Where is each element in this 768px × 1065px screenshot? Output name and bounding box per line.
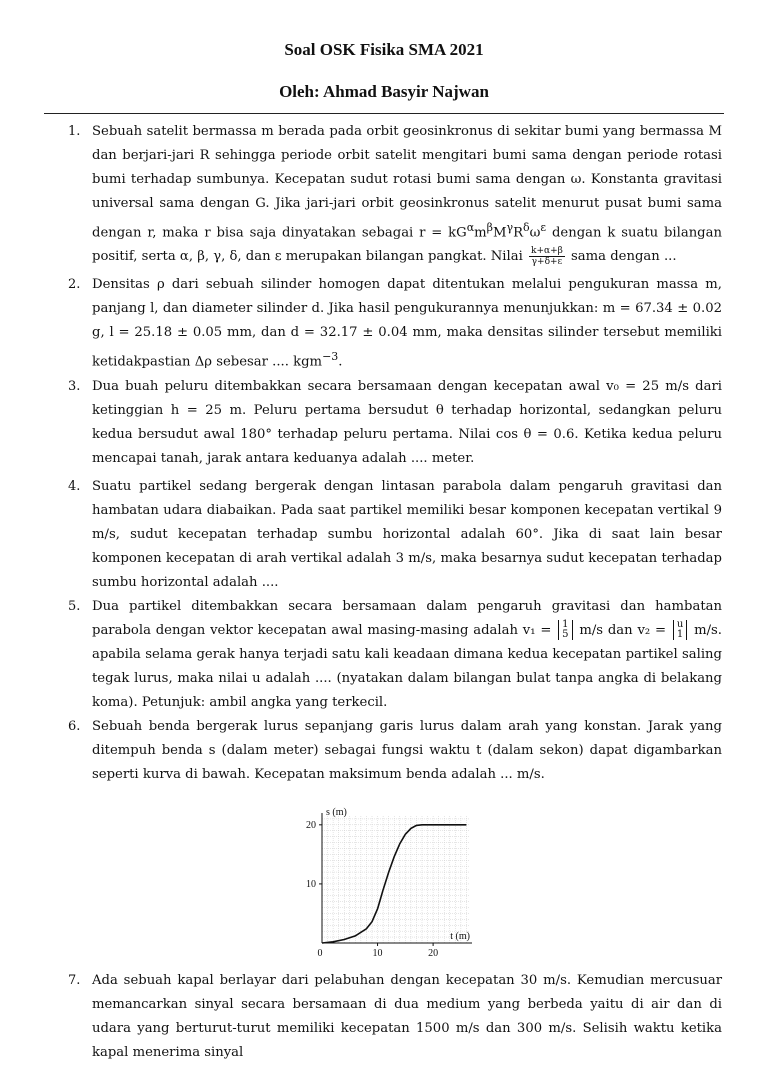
distance-time-graph: [292, 793, 492, 963]
question-text-part: sama dengan ...: [566, 249, 677, 265]
exponent: α: [466, 221, 475, 234]
exponent: δ: [523, 221, 530, 234]
question-text-part: m: [474, 225, 487, 241]
question-number: 7.: [68, 972, 81, 988]
question-text: Ada sebuah kapal berlayar dari pelabuhan dengan kecepatan 30 m/s. Kemudian mercusuar memancarkan sinyal secara bersamaan di dua medium yang berbeda yaitu di air dan di udara yang berturut-turut memiliki kecepatan 1500 m/s dan 300 m/s. Selisih waktu ketika kapal menerima sinyal: [92, 972, 722, 1060]
question-text-part: m/s. apabila selama gerak hanya terjadi satu kali keadaan dimana kedua kecepatan partikel saling tegak lurus, maka nilai u adalah .... (nyatakan dalam bilangan bulat tanpa angka di belakang koma). Petunjuk: ambil angka yang terkecil.: [92, 622, 723, 710]
question-text-part: Densitas ρ dari sebuah silinder homogen dapat ditentukan melalui pengukuran massa m, panjang l, dan diameter silinder d. Jika hasil pengukurannya menunjukkan: m = 67.34 ± 0.02 g, l = 25.18 ± 0.05 mm, dan d = 32.17 ± 0.04 mm, maka densitas silinder tersebut memiliki ketidakpastian Δρ sebesar .... kgm: [92, 277, 722, 370]
question-5: [68, 595, 723, 715]
exponent: −3: [322, 350, 339, 364]
author-line: Oleh: Ahmad Basyir Najwan: [279, 82, 489, 101]
question-text: Sebuah benda bergerak lurus sepanjang garis lurus dalam arah yang konstan. Jarak yang ditempuh benda s (dalam meter) sebagai fungsi waktu t (dalam sekon) dapat digambarkan seperti kurva di bawah. Kecepatan maksimum benda adalah ... m/s.: [92, 718, 722, 782]
vector-top: 1: [562, 619, 569, 631]
question-text-part: ω: [529, 225, 541, 241]
vector-v2: [673, 620, 687, 640]
fraction: [529, 246, 565, 267]
vector-bottom: 1: [676, 629, 684, 641]
x-tick-label: 20: [428, 947, 439, 959]
question-number: 6.: [68, 718, 81, 734]
question-number: 2.: [68, 277, 81, 293]
question-text-part: .: [338, 354, 343, 370]
question-text-part: Sebuah satelit bermassa m berada pada orbit geosinkronus di sekitar bumi yang bermassa M dan berjari-jari R sehingga periode orbit satelit mengitari bumi sama dengan periode rotasi bumi terhadap sumbunya. Kecepatan sudut rotasi bumi sama dengan ω. Konstanta gravitasi universal sama dengan G. Jika jari-jari orbit geosinkronus satelit menurut pusat bumi sama dengan r, maka r bisa saja dinyatakan sebagai r = kG: [92, 124, 722, 241]
question-text-part: R: [513, 225, 524, 241]
question-2: [68, 273, 722, 374]
question-text: [92, 273, 722, 374]
question-text: [92, 595, 722, 715]
question-text-part: m/s dan v₂ =: [574, 622, 671, 638]
y-axis-label: s (m): [326, 806, 347, 818]
question-text: [92, 120, 722, 269]
question-6: [68, 715, 722, 963]
exponent: β: [486, 221, 493, 234]
x-tick-label: 10: [372, 947, 383, 959]
question-3: [68, 375, 722, 471]
question-1: [68, 120, 722, 269]
exponent: ε: [540, 221, 547, 234]
fraction-denominator: γ+δ+ε: [531, 257, 563, 268]
page-title: Soal OSK Fisika SMA 2021: [284, 40, 484, 59]
exponent: γ: [506, 221, 514, 234]
question-list: [0, 120, 768, 1065]
x-axis-label: t (m): [450, 930, 470, 942]
question-text: Dua buah peluru ditembakkan secara bersamaan dengan kecepatan awal v₀ = 25 m/s dari ketinggian h = 25 m. Peluru pertama bersudut θ terhadap horizontal, sedangkan peluru kedua bersudut awal 180° terhadap peluru pertama. Nilai cos θ = 0.6. Ketika kedua peluru mencapai tanah, jarak antara keduanya adalah .... meter.: [92, 378, 722, 466]
question-number: 5.: [68, 598, 81, 614]
question-number: 3.: [68, 378, 81, 394]
vector-v1: [558, 620, 572, 640]
question-4: [68, 475, 722, 595]
header-divider: [44, 113, 724, 114]
question-number: 4.: [68, 478, 81, 494]
question-text-part: Dua partikel ditembakkan secara bersamaan dalam pengaruh gravitasi dan hambatan parabola dengan vektor kecepatan awal masing-masing adalah v₁ =: [92, 598, 722, 638]
vector-bottom: 5: [562, 629, 569, 641]
question-number: 1.: [68, 124, 81, 139]
question-7: [68, 969, 722, 1065]
y-tick-label: 10: [306, 878, 316, 890]
question-text-part: M: [493, 225, 507, 241]
fraction-numerator: k+α+β: [531, 246, 563, 257]
y-tick-label: 20: [306, 819, 316, 831]
vector-top: u: [676, 619, 684, 631]
x-tick-label: 0: [317, 947, 323, 959]
question-text-part: dengan k suatu bilangan positif, serta α, β, γ, δ, dan ε merupakan bilangan pangkat. Nilai: [92, 225, 722, 265]
question-text: Suatu partikel sedang bergerak dengan lintasan parabola dalam pengaruh gravitasi dan hambatan udara diabaikan. Pada saat partikel memiliki besar komponen kecepatan vertikal 9 m/s, sudut kecepatan terhadap sumbu horizontal adalah 60°. Jika di saat lain besar komponen kecepatan di arah vertikal adalah 3 m/s, maka besarnya sudut kecepatan terhadap sumbu horizontal adalah ....: [92, 478, 722, 590]
